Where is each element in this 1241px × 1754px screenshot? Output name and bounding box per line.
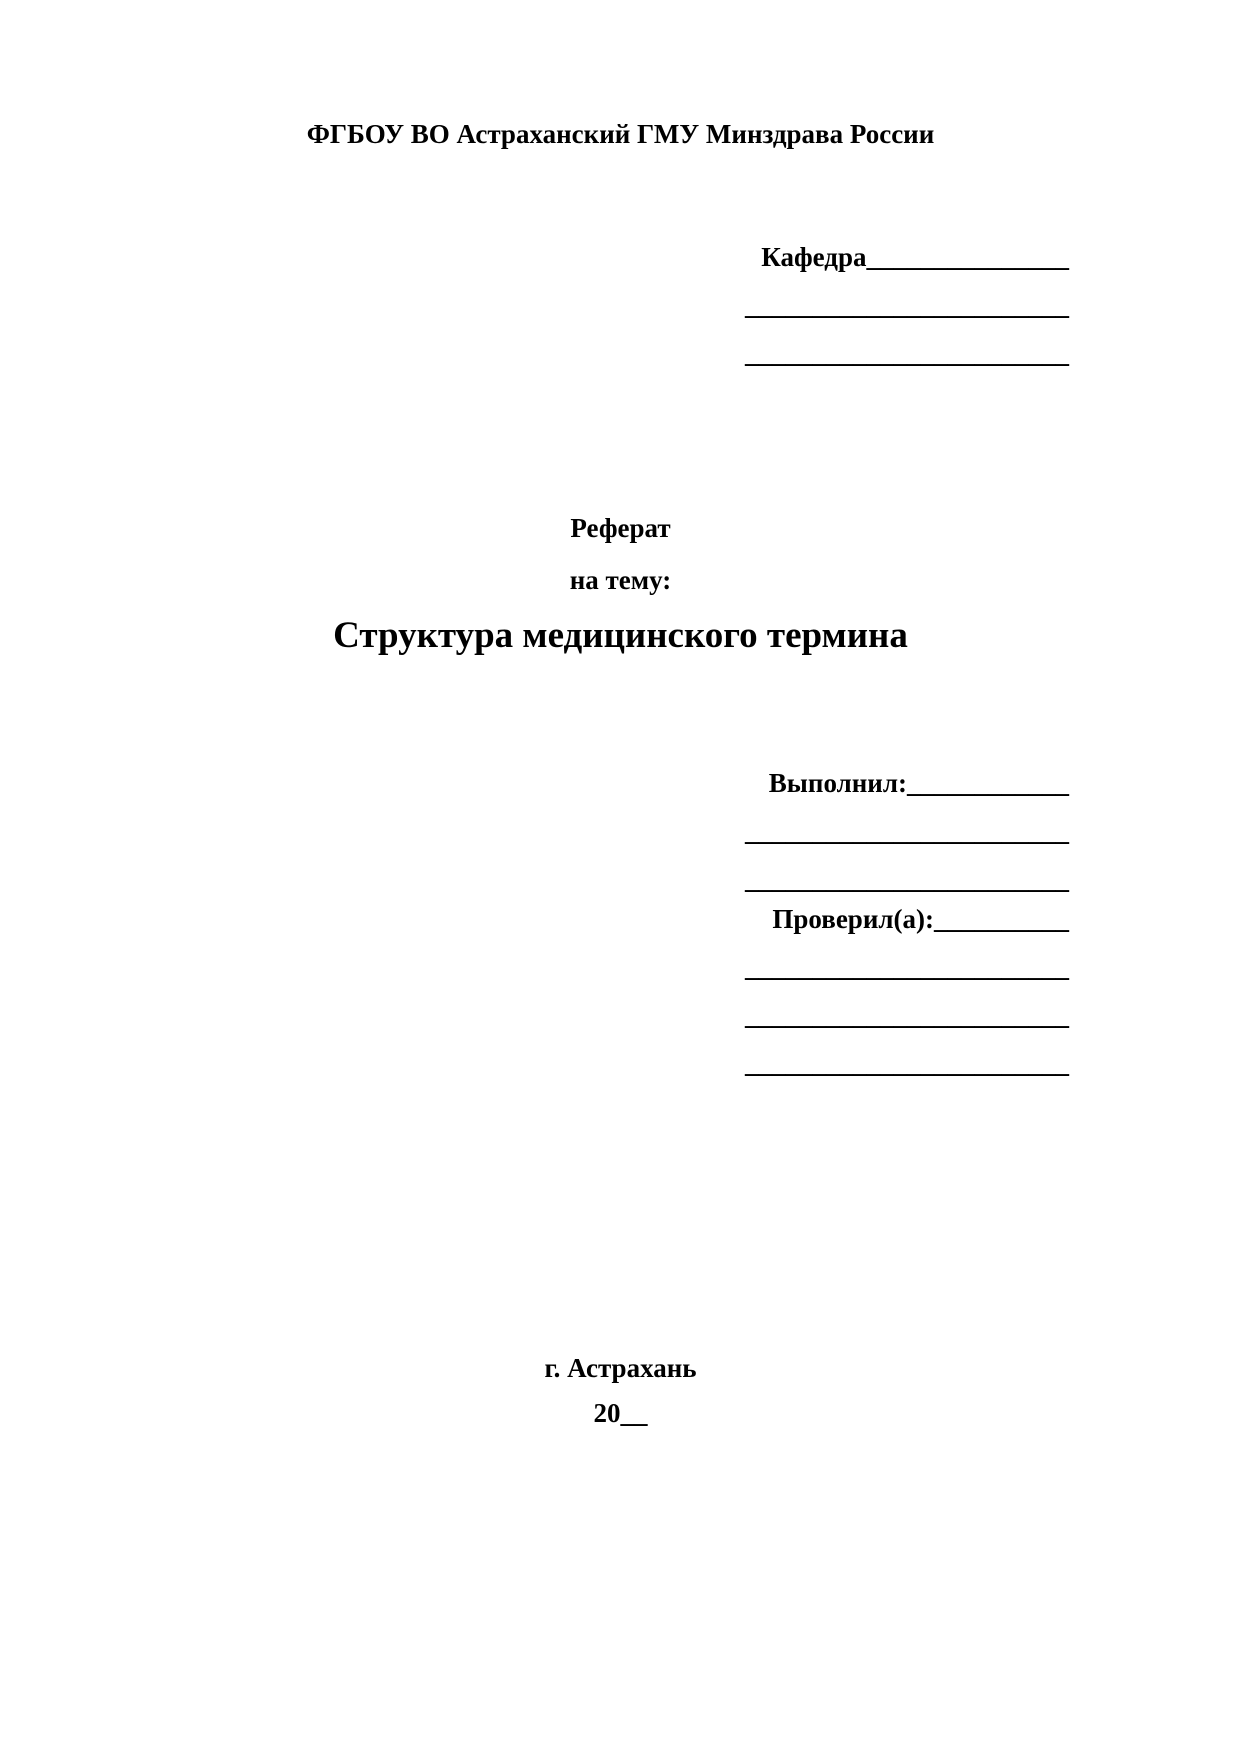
department-label: Кафедра_______________ (761, 242, 1069, 272)
document-subtitle: на тему: (569, 565, 672, 595)
checked-by-blank-line: ________________________ (745, 1048, 1069, 1078)
document-topic: Структура медицинского термина (333, 615, 908, 656)
performed-by-blank-line: ________________________ (745, 864, 1069, 894)
performed-by-label: Выполнил:____________ (768, 768, 1069, 798)
checked-by-blank-line: ________________________ (745, 952, 1069, 982)
institution-name: ФГБОУ ВО Астраханский ГМУ Минздрава России (306, 119, 935, 149)
department-blank-line: ________________________ (745, 338, 1069, 368)
checked-by-blank-line: ________________________ (745, 1000, 1069, 1030)
document-type: Реферат (570, 513, 671, 543)
checked-by-label: Проверил(а):__________ (772, 904, 1069, 934)
city: г. Астрахань (544, 1353, 697, 1383)
department-blank-line: ________________________ (745, 290, 1069, 320)
performed-by-blank-line: ________________________ (745, 816, 1069, 846)
year: 20__ (593, 1398, 648, 1428)
